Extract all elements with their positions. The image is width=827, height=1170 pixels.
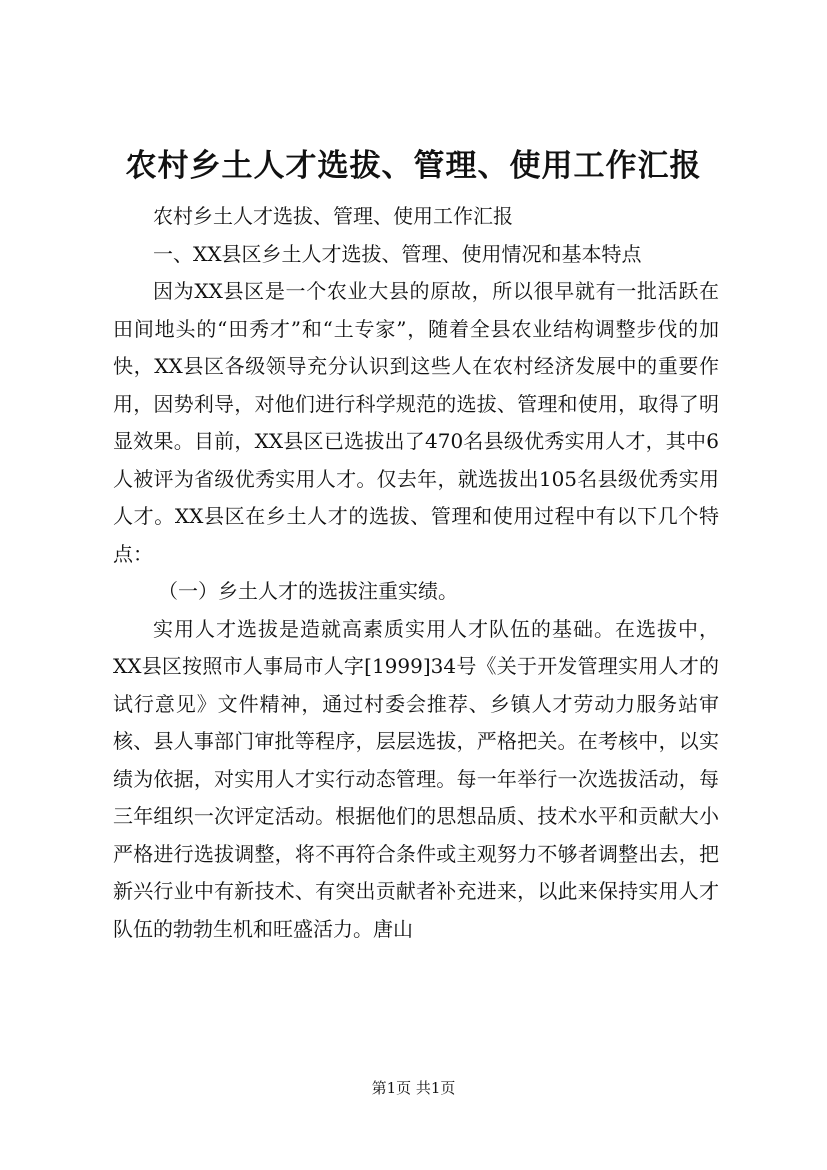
paragraph-intro: 因为XX县区是一个农业大县的原故，所以很早就有一批活跃在田间地头的“田秀才”和“土专家”，随着全县农业结构调整步伐的加快，XX县区各级领导充分认识到这些人在农村经济发展中的重要作用，因势利导，对他们进行科学规范的选拔、管理和使用，取得了明显效果。目前，XX县区已选拔出了470名县级优秀实用人才，其中6人被评为省级优秀实用人才。仅去年，就选拔出105名县级优秀实用人才。XX县区在乡土人才的选拔、管理和使用过程中有以下几个特点： xyxy=(113,279,719,566)
document-body xyxy=(113,198,719,948)
paragraph-section-heading: 一、XX县区乡土人才选拔、管理、使用情况和基本特点 xyxy=(153,241,642,266)
document-title: 农村乡土人才选拔、管理、使用工作汇报 xyxy=(125,148,702,184)
paragraph-selection: 实用人才选拔是造就高素质实用人才队伍的基础。在选拔中，XX县区按照市人事局市人字[1999]34号《关于开发管理实用人才的试行意见》文件精神，通过村委会推荐、乡镇人才劳动力服务站审核、县人事部门审批等程序，层层选拔，严格把关。在考核中，以实绩为依据，对实用人才实行动态管理。每一年举行一次选拔活动，每三年组织一次评定活动。根据他们的思想品质、技术水平和贡献大小严格进行选拔调整，将不再符合条件或主观努力不够者调整出去，把新兴行业中有新技术、有突出贡献者补充进来，以此来保持实用人才队伍的勃勃生机和旺盛活力。唐山 xyxy=(113,616,719,941)
paragraph-subtitle: 农村乡土人才选拔、管理、使用工作汇报 xyxy=(153,204,513,228)
page-footer: 第1页 共1页 xyxy=(371,1079,456,1097)
paragraph-subheading: （一）乡土人才的选拔注重实绩。 xyxy=(158,579,458,603)
